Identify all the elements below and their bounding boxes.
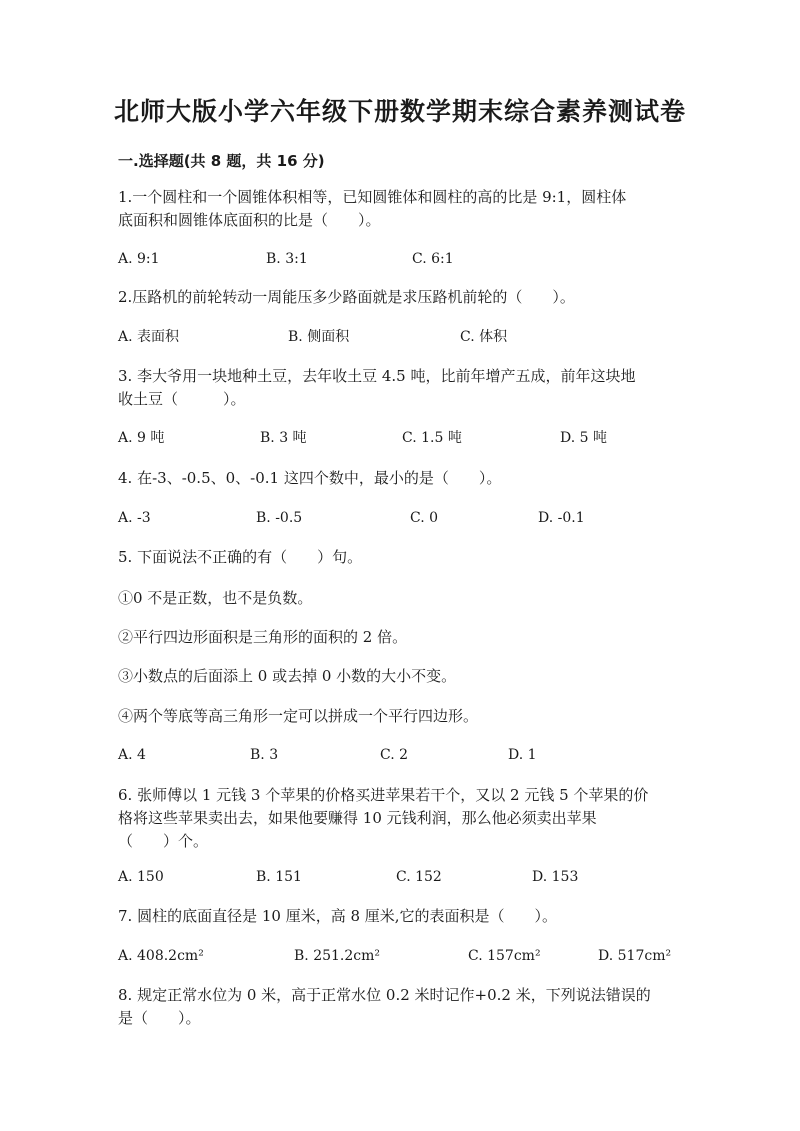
page-title: 北师大版小学六年级下册数学期末综合素养测试卷 <box>113 97 686 126</box>
option-c[interactable]: C. 6:1 <box>412 251 454 267</box>
option-b[interactable]: B. 3 吨 <box>260 430 307 446</box>
question-3-line-1: 3. 李大爷用一块地种土豆，去年收土豆 4.5 吨，比前年增产五成，前年这块地 <box>118 367 636 385</box>
option-c[interactable]: C. 体积 <box>460 329 508 345</box>
question-5 <box>118 546 678 569</box>
question-1-options <box>118 248 718 270</box>
question-4 <box>118 467 678 490</box>
statement-3: ③小数点的后面添上 0 或去掉 0 小数的大小不变。 <box>118 667 457 685</box>
question-3-line-2: 收土豆（ ）。 <box>118 390 246 408</box>
option-b[interactable]: B. 3:1 <box>266 251 308 267</box>
option-b[interactable]: B. -0.5 <box>256 510 303 526</box>
question-3-options <box>118 427 718 449</box>
option-a[interactable]: A. -3 <box>118 510 151 526</box>
question-1 <box>118 186 678 232</box>
option-c[interactable]: C. 0 <box>410 510 439 526</box>
option-c[interactable]: C. 2 <box>380 747 409 763</box>
question-7-line-1: 7. 圆柱的底面直径是 10 厘米，高 8 厘米,它的表面积是（ ）。 <box>118 907 558 925</box>
question-2-line-1: 2.压路机的前轮转动一周能压多少路面就是求压路机前轮的（ ）。 <box>118 288 575 306</box>
option-b[interactable]: B. 侧面积 <box>288 329 350 345</box>
question-7-options <box>118 945 718 967</box>
option-d[interactable]: D. 517cm² <box>598 948 672 964</box>
option-c[interactable]: C. 1.5 吨 <box>402 430 462 446</box>
question-8-line-1: 8. 规定正常水位为 0 米，高于正常水位 0.2 米时记作+0.2 米，下列说法错误的 <box>118 986 651 1004</box>
option-a[interactable]: A. 9:1 <box>118 251 160 267</box>
question-6-options <box>118 866 718 888</box>
section-heading: 一.选择题(共 8 题，共 16 分) <box>118 152 325 170</box>
option-a[interactable]: A. 9 吨 <box>118 430 165 446</box>
statement-1: ①0 不是正数，也不是负数。 <box>118 589 313 607</box>
question-6-line-2: 格将这些苹果卖出去，如果他要赚得 10 元钱利润，那么他必须卖出苹果 <box>118 809 597 827</box>
option-d[interactable]: D. -0.1 <box>538 510 585 526</box>
question-6 <box>118 784 678 853</box>
question-1-line-2: 底面积和圆锥体底面积的比是（ ）。 <box>118 211 381 229</box>
question-4-line-1: 4. 在-3、-0.5、0、-0.1 这四个数中，最小的是（ ）。 <box>118 469 502 487</box>
question-5-line-1: 5. 下面说法不正确的有（ ）句。 <box>118 548 363 566</box>
option-d[interactable]: D. 153 <box>532 869 579 885</box>
question-5-options <box>118 744 718 766</box>
question-1-line-1: 1.一个圆柱和一个圆锥体积相等，已知圆锥体和圆柱的高的比是 9:1，圆柱体 <box>118 188 627 206</box>
statement-2: ②平行四边形面积是三角形的面积的 2 倍。 <box>118 628 408 646</box>
option-b[interactable]: B. 151 <box>256 869 302 885</box>
question-2-options <box>118 326 718 348</box>
option-a[interactable]: A. 408.2cm² <box>118 948 204 964</box>
option-b[interactable]: B. 3 <box>250 747 279 763</box>
option-a[interactable]: A. 150 <box>118 869 164 885</box>
question-3 <box>118 365 678 411</box>
question-7 <box>118 905 678 928</box>
statement-4: ④两个等底等高三角形一定可以拼成一个平行四边形。 <box>118 707 479 725</box>
option-d[interactable]: D. 5 吨 <box>560 430 607 446</box>
question-6-line-1: 6. 张师傅以 1 元钱 3 个苹果的价格买进苹果若干个，又以 2 元钱 5 个苹果的价 <box>118 786 649 804</box>
question-6-line-3: （ ）个。 <box>118 832 209 850</box>
question-4-options <box>118 507 718 529</box>
question-8 <box>118 984 678 1030</box>
option-c[interactable]: C. 157cm² <box>468 948 541 964</box>
option-c[interactable]: C. 152 <box>396 869 442 885</box>
option-a[interactable]: A. 4 <box>118 747 146 763</box>
option-a[interactable]: A. 表面积 <box>118 329 180 345</box>
option-b[interactable]: B. 251.2cm² <box>294 948 380 964</box>
question-8-line-2: 是（ ）。 <box>118 1009 201 1027</box>
option-d[interactable]: D. 1 <box>508 747 537 763</box>
question-2 <box>118 286 678 309</box>
